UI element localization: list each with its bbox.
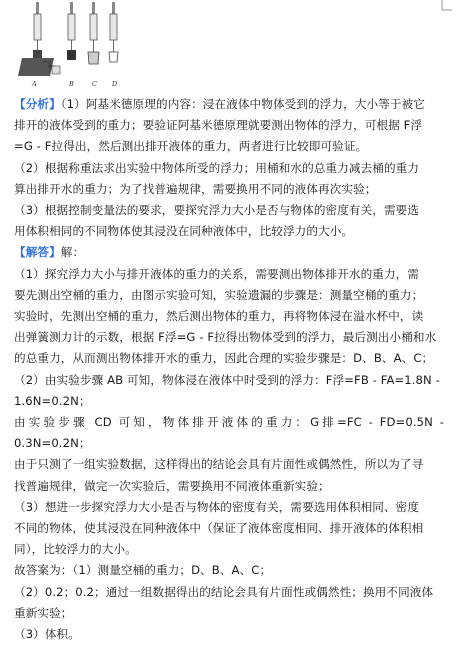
solution-tag-suffix: 解： xyxy=(60,245,85,260)
solution-line: （1）探究浮力大小与排开液体的重力的关系，需要测出物体排开水的重力，需 xyxy=(14,266,420,281)
analysis-line: 排开的液体受到的重力；要验证阿基米德原理就要测出物体的浮力，可根据 F浮 xyxy=(14,118,423,133)
analysis-line: （3）根据控制变量法的要求，要探究浮力大小是否与物体的密度有关，需要选 xyxy=(14,203,420,218)
solution-line: （2）由实验步骤 AB 可知，物体浸在液体中时受到的浮力：F浮=FB - FA=1.8N - xyxy=(14,372,440,387)
experiment-figure xyxy=(14,0,124,88)
solution-line: 重新实验； xyxy=(14,605,73,620)
analysis-line: 用体积相同的不同物体使其浸没在同种液体中，比较浮力的大小。 xyxy=(14,224,354,239)
solution-line: 的总重力，从而测出物体排开水的重力，因此合理的实验步骤是：D、B、A、C； xyxy=(14,351,434,366)
figure-panel-c xyxy=(88,2,99,88)
solution-line: 同），比较浮力的大小。 xyxy=(14,542,137,557)
solution-line: 不同的物体，使其浸没在同种液体中（保证了液体密度相同、排开液体的体积相 xyxy=(14,521,424,536)
figure-label-a: A xyxy=(32,80,37,88)
analysis-line xyxy=(14,94,444,115)
solution-line: 故答案为：（1）测量空桶的重力；D、B、A、C； xyxy=(14,563,272,578)
figure-panel-b xyxy=(67,2,76,88)
solution-line: 1.6N=0.2N； xyxy=(14,393,91,408)
analysis-line: =G - F拉得出，然后测出排开液体的重力，两者进行比较即可验证。 xyxy=(14,139,368,154)
solution-line: （3）想进一步探究浮力大小是否与物体的密度有关，需要选用体积相同、密度 xyxy=(14,499,420,514)
solution-line: 要先测出空桶的重力，由图示实验可知，实验遗漏的步骤是：测量空桶的重力； xyxy=(14,287,424,302)
page-corner-mark xyxy=(440,0,452,12)
figure-panel-a xyxy=(18,2,60,88)
figure-panel-d xyxy=(109,2,118,88)
analysis-line: 算出排开水的重力；为了找普遍规律，需要换用不同的液体再次实验； xyxy=(14,181,377,196)
figure-label-b: B xyxy=(69,80,74,88)
solution-line: 由于只测了一组实验数据，这样得出的结论会具有片面性或偶然性，所以为了寻 xyxy=(14,457,424,472)
solution-line: （3）体积。 xyxy=(14,627,80,642)
solution-line: 出弹簧测力计的示数，根据 F浮=G - F拉得出物体受到的浮力，最后测出小桶和水 xyxy=(14,330,437,345)
analysis-line-text: （1）阿基米德原理的内容：浸在液体中物体受到的浮力，大小等于被它 xyxy=(60,97,425,111)
solution-line: （2）0.2；0.2；通过一组数据得出的结论会具有片面性或偶然性；换用不同液体 xyxy=(14,584,434,599)
solution-heading xyxy=(14,242,444,263)
analysis-line: （2）根据称重法求出实验中物体所受的浮力；用桶和水的总重力减去桶的重力 xyxy=(14,160,420,175)
answer-text xyxy=(14,94,444,645)
analysis-tag: 【分析】 xyxy=(14,97,61,111)
solution-line: 找普遍规律，做完一次实验后，需要换用不同液体重新实验； xyxy=(14,478,330,493)
solution-line: 实验时，先测出空桶的重力，然后测出物体的重力，再将物体浸在溢水杯中，读 xyxy=(14,309,424,324)
solution-tag: 【解答】 xyxy=(14,245,61,260)
figure-label-d: D xyxy=(112,80,118,88)
figure-label-c: C xyxy=(92,80,97,88)
solution-line: 由实验步骤 CD 可知，物体排开液体的重力：G排=FC - FD=0.5N - 0.3N=0.2N； xyxy=(14,415,444,451)
